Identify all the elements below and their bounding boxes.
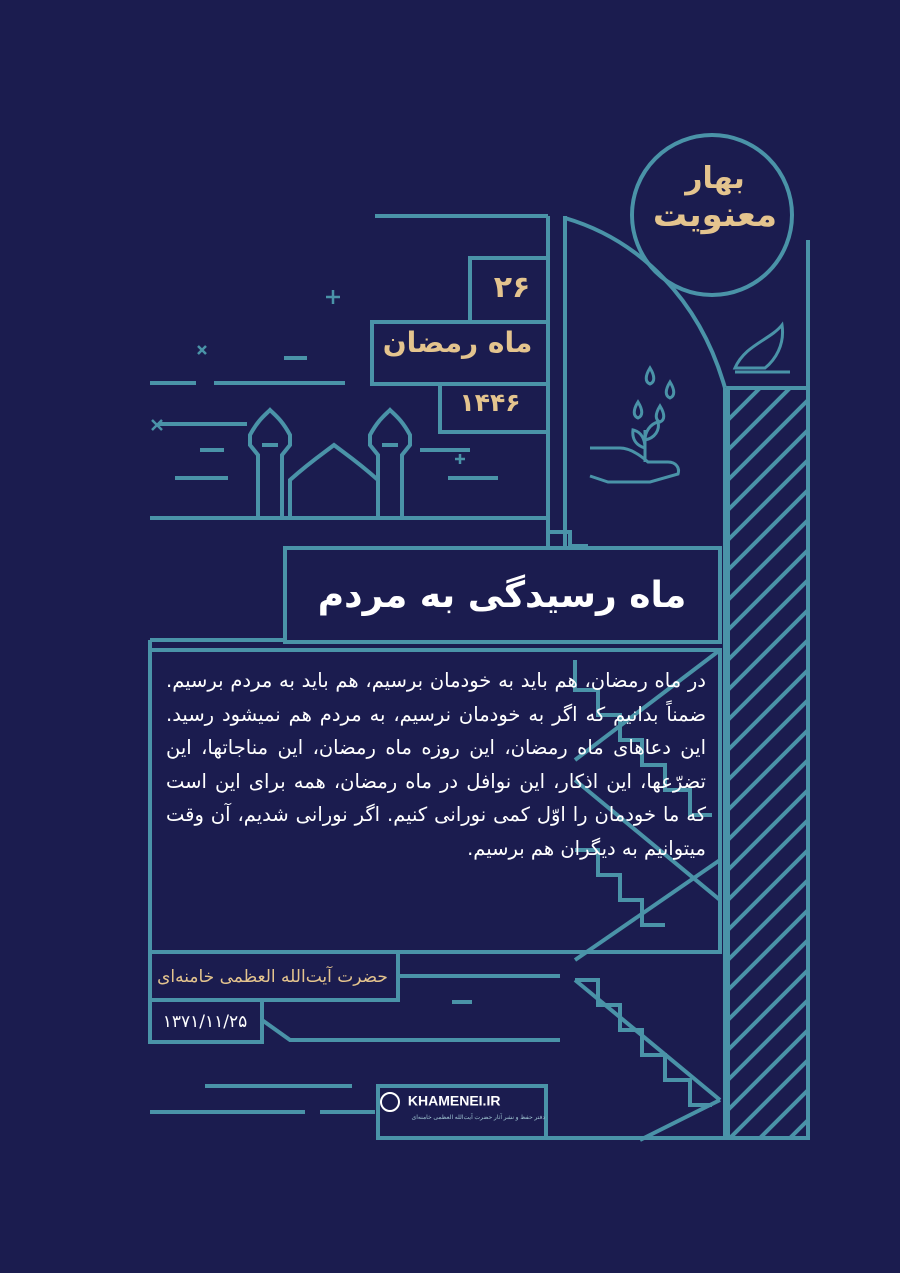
bird-icon	[735, 325, 783, 368]
calendar-year: ۱۴۴۶	[459, 388, 521, 417]
mosque-icon	[250, 410, 410, 520]
star-icon	[152, 290, 465, 464]
quote-text: در ماه رمضان، هم باید به خودمان برسیم، هم باید به مردم برسیم. ضمناً بدانیم که اگر به خودمان نرسیم، به مردم هم نمیشود رسید. این دعاهای ماه رمضان، این روزه ماه رمضان، این مناجاتها، این تضرّعها، این اذکار، این نوافل در ماه رمضان، همه برای این است که ما خودمان را اوّل کمی نورانی کنیم. اگر نورانی شدیم، آن وقت میتوانیم به دیگران هم برسیم.	[166, 669, 706, 860]
badge-line2: معنویت	[652, 195, 778, 235]
calendar-month: ماه رمضان	[382, 326, 533, 359]
water-drop-icon	[634, 368, 674, 422]
poster-title: ماه رسیدگی به مردم	[317, 574, 687, 616]
badge	[640, 162, 790, 272]
steps-top	[520, 518, 588, 546]
calendar-day: ۲۶	[493, 270, 531, 305]
brand-name: KHAMENEI.IR	[407, 1092, 501, 1109]
brand-sub: دفتر حفظ و نشر آثار حضرت آیت‌الله العظمی خامنه‌ای	[411, 1115, 545, 1121]
quote-date: ۱۳۷۱/۱۱/۲۵	[162, 1012, 248, 1032]
hand-plant-icon	[590, 422, 679, 482]
logo-icon	[380, 1092, 400, 1112]
date-connector	[262, 1020, 560, 1040]
author-name: حضرت آیت‌الله العظمی خامنه‌ای	[157, 967, 388, 987]
badge-line1: بهار	[685, 161, 745, 196]
brand-logo	[380, 1092, 545, 1121]
hatch-column	[728, 240, 808, 1200]
